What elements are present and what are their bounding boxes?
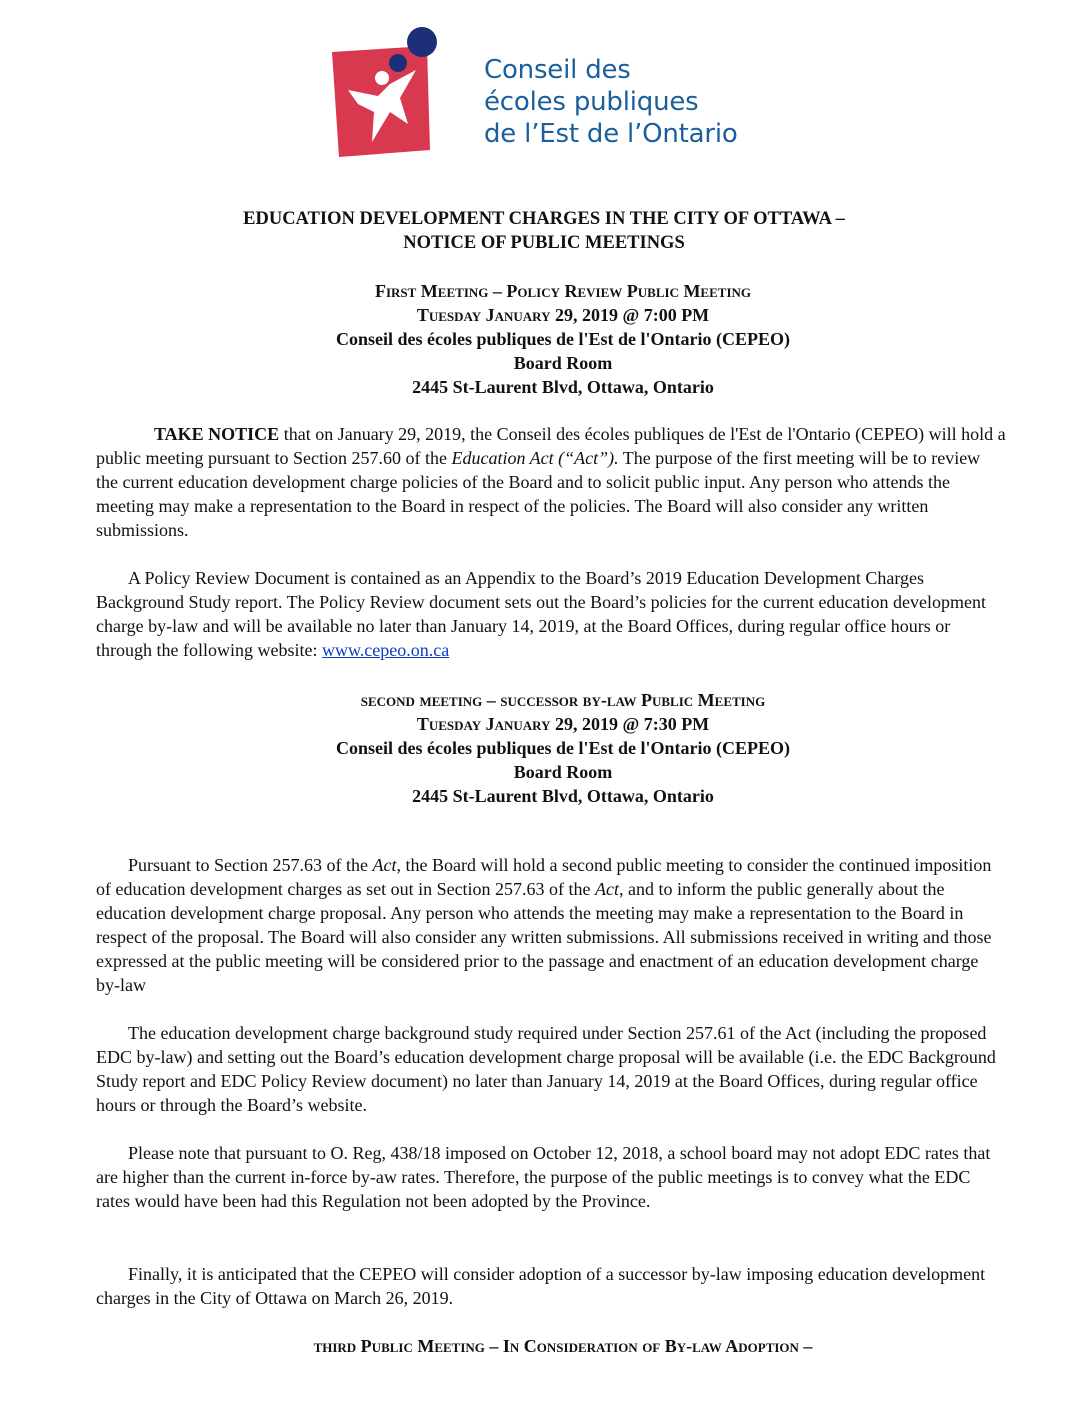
second-meeting-room: Board Room bbox=[513, 762, 613, 782]
cepeo-logo-mark bbox=[330, 26, 460, 166]
first-meeting-address: 2445 St-Laurent Blvd, Ottawa, Ontario bbox=[412, 377, 714, 397]
policy-review-text: A Policy Review Document is contained as an Appendix to the Board’s 2019 Education Development Charges Background Study report. The Policy Review document sets out the Board’s policies for the current education development charge by-law and will be available no later than January 14, 2019, at the Board Offices, during regular office hours or through the following website: bbox=[96, 568, 986, 660]
regulation-paragraph bbox=[96, 1141, 1006, 1213]
adoption-paragraph bbox=[96, 1262, 1006, 1310]
logo-star-head bbox=[375, 71, 389, 85]
second-meeting-block bbox=[0, 688, 1088, 808]
second-meeting-text-1: Pursuant to Section 257.63 of the bbox=[128, 855, 373, 875]
act-ref-2: Act bbox=[595, 879, 620, 899]
second-meeting-org: Conseil des écoles publiques de l'Est de l'Ontario (CEPEO) bbox=[335, 738, 791, 758]
first-meeting-block bbox=[0, 279, 1088, 399]
first-meeting-heading: First Meeting – Policy Review Public Meeting bbox=[374, 281, 752, 301]
logo-wordmark bbox=[484, 54, 738, 150]
background-study-text: The education development charge background study required under Section 257.61 of the Act (including the proposed EDC by-law) and setting out the Board’s education development charge proposal will be available (i.e. the EDC Background Study report and EDC Policy Review document) no later than January 14, 2019 at the Board Offices, during regular office hours or through the Board’s website. bbox=[96, 1023, 996, 1115]
second-meeting-address: 2445 St-Laurent Blvd, Ottawa, Ontario bbox=[412, 786, 714, 806]
take-notice-text-1: that on January 29, 2019, the Conseil des écoles publiques de l'Est de l'Ontario (CEPEO) will hold a public meeting pursuant to Section 257.60 of the bbox=[96, 424, 1006, 468]
take-notice-lead: TAKE NOTICE bbox=[154, 424, 280, 444]
take-notice-paragraph bbox=[96, 422, 1006, 542]
cepeo-website-link[interactable]: www.cepeo.on.ca bbox=[321, 640, 450, 660]
third-meeting-heading: third Public Meeting – In Consideration of By-law Adoption – bbox=[313, 1336, 813, 1356]
title-line-2: NOTICE OF PUBLIC MEETINGS bbox=[403, 233, 685, 253]
second-meeting-heading: second meeting – successor by-law Public Meeting bbox=[360, 690, 766, 710]
logo-line-2: écoles publiques bbox=[484, 87, 699, 117]
act-ref-1: Act bbox=[372, 855, 397, 875]
notice-title bbox=[0, 207, 1088, 255]
logo-navy-dot bbox=[407, 27, 437, 57]
second-meeting-text-2: , the Board will hold a second public meeting to consider the continued imposition of education development charges as set out in Section 257.63 of the bbox=[96, 855, 992, 899]
take-notice-text-2: The purpose of the first meeting will be to review the current education development charge policies of the Board and to solicit public input. Any person who attends the meeting may make a representation to the Board in respect of the policies. The Board will also consider any written submissions. bbox=[96, 448, 981, 540]
policy-review-paragraph bbox=[96, 566, 1006, 662]
background-study-paragraph bbox=[96, 1021, 1006, 1117]
first-meeting-org: Conseil des écoles publiques de l'Est de l'Ontario (CEPEO) bbox=[335, 329, 791, 349]
second-meeting-text-3: , and to inform the public generally about the education development charge proposal. Any person who attends the meeting may make a representation to the Board in respect of the proposal. The Board will also consider any written submissions. All submissions received in writing and those expressed at the public meeting will be considered prior to the passage and enactment of an education development charge by-law bbox=[96, 879, 992, 995]
logo-line-3: de l’Est de l’Ontario bbox=[484, 119, 738, 149]
second-meeting-paragraph bbox=[96, 853, 1006, 997]
logo-line-1: Conseil des bbox=[484, 55, 631, 85]
first-meeting-room: Board Room bbox=[513, 353, 613, 373]
adoption-text: Finally, it is anticipated that the CEPEO will consider adoption of a successor by-law imposing education development charges in the City of Ottawa on March 26, 2019. bbox=[96, 1264, 986, 1308]
logo-small-navy-dot bbox=[389, 54, 407, 72]
first-meeting-date: Tuesday January 29, 2019 @ 7:00 PM bbox=[416, 305, 710, 325]
regulation-text: Please note that pursuant to O. Reg, 438/18 imposed on October 12, 2018, a school board may not adopt EDC rates that are higher than the current in-force by-aw rates. Therefore, the purpose of the public meetings is to convey what the EDC rates would have been had this Regulation not been adopted by the Province. bbox=[96, 1143, 991, 1211]
title-line-1: EDUCATION DEVELOPMENT CHARGES IN THE CITY OF OTTAWA – bbox=[243, 209, 845, 229]
cepeo-logo bbox=[330, 26, 770, 166]
education-act-ref: Education Act (“Act”). bbox=[451, 448, 619, 468]
second-meeting-date: Tuesday January 29, 2019 @ 7:30 PM bbox=[416, 714, 710, 734]
third-meeting-block bbox=[0, 1334, 1088, 1358]
